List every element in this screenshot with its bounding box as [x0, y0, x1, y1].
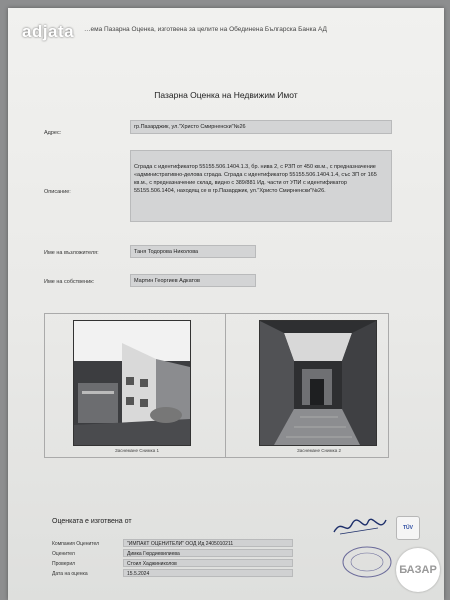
date-field: 15.5.2024 — [123, 569, 293, 577]
photo-building-corridor — [259, 320, 377, 446]
address-label: Адрес: — [44, 130, 62, 136]
client-field: Таня Тодорова Николова — [130, 245, 256, 258]
owner-label: Име на собственик: — [44, 279, 95, 285]
photo-frame — [44, 313, 389, 458]
company-field: "ИМПАКТ ОЦЕНИТЕЛИ" ООД Ид 2405010211 — [123, 539, 293, 547]
document-page — [8, 8, 444, 600]
prepared-by-title: Оценката е изготвена от — [52, 518, 132, 525]
client-label: Име на възложителя: — [44, 250, 99, 256]
company-label: Компания Оценител — [52, 541, 100, 547]
checked-by-field: Стоил Хаджиниколов — [123, 559, 293, 567]
appraiser-field: Димка Гюрдиевилиева — [123, 549, 293, 557]
marketplace-badge: БАЗАР — [396, 548, 440, 592]
tuv-certification-icon: TÜV — [396, 516, 420, 540]
photo-caption-1: Заснемане Снимка 1 — [115, 448, 159, 453]
photo-divider — [225, 314, 226, 457]
address-field: гр.Пазарджик, ул."Христо Смирненски"№26 — [130, 120, 392, 134]
description-label: Описание: — [44, 189, 71, 195]
checked-by-label: Проверил — [52, 561, 76, 567]
owner-field: Мартин Георгиев Адкатов — [130, 274, 256, 287]
photo-building-exterior — [73, 320, 191, 446]
date-label: Дата на оценка — [52, 571, 88, 577]
appraiser-label: Оценител — [52, 551, 75, 557]
header-note: …ема Пазарна Оценка, изготвена за целите на Обединена Българска Банка АД — [84, 26, 327, 33]
watermark-logo: adjata — [22, 22, 75, 41]
document-title: Пазарна Оценка на Недвижим Имот — [154, 90, 298, 100]
photo-caption-2: Заснемане Снимка 2 — [297, 448, 341, 453]
stamp-image — [340, 544, 394, 580]
description-field: Сграда с идентификатор 55155.506.1404.1.3, бр. нива 2, с РЗП от 450 кв.м., с предназначение «административно-делова сграда. Сграда с идентификатор 55155.506.1404.1.4, със ЗП от 165 кв.м., с предназначение склад, видно с 389/881 Ид. части от УПИ с идентификатор 55155.506.1404, находящ се в гр.Пазарджик, ул."Христо Смирненски"№26. — [130, 150, 392, 222]
signature-image — [330, 514, 390, 540]
